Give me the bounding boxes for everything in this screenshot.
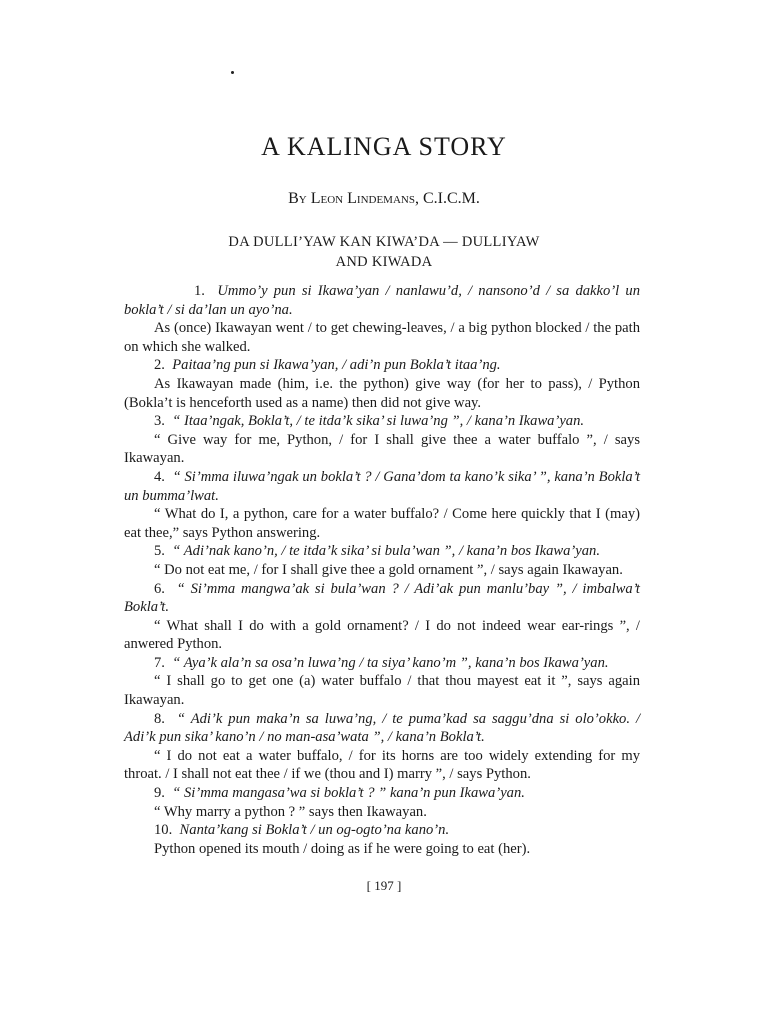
native-line — [124, 821, 640, 840]
subtitle-line-2: AND KIWADA — [335, 254, 433, 270]
story-body — [124, 282, 640, 858]
entry-number: 7. — [154, 654, 165, 671]
native-line — [124, 356, 640, 375]
native-text: “ Itaa’ngak, Bokla’t, / te itda’k sika’ si luwa’ng ”, / kana’n Ikawa’yan. — [172, 413, 585, 430]
native-line — [124, 468, 640, 505]
article-title: A KALINGA STORY — [261, 132, 507, 161]
native-line — [124, 412, 640, 431]
translation-line: “ Give way for me, Python, / for I shall give thee a water buffalo ”, / says Ikawayan. — [124, 431, 640, 467]
native-text: Ummo’y pun si Ikawa’yan / nanlawu’d, / nansono’d / sa dakko’l un bokla’t / si da’lan un ayo’na. — [124, 283, 641, 318]
translation-line: “ I do not eat a water buffalo, / for its horns are too widely extending for my throat. / I shall not eat thee / if we (thou and I) marry ”, / says Python. — [124, 747, 640, 783]
story-entry — [124, 580, 640, 654]
entry-number: 1. — [194, 283, 205, 299]
author-suffix: , C.I.C.M. — [414, 190, 480, 207]
native-line — [124, 282, 640, 319]
story-entry — [124, 356, 640, 412]
native-line — [124, 784, 640, 803]
page-number: [ 197 ] — [366, 878, 402, 893]
story-entry — [124, 542, 640, 579]
translation-line: “ What do I, a python, care for a water buffalo? / Come here quickly that I (may) eat thee,” says Python answering. — [124, 506, 640, 541]
entry-number: 4. — [154, 468, 165, 485]
story-entry — [124, 821, 640, 858]
story-entry — [124, 412, 640, 468]
translation-line: “ I shall go to get one (a) water buffalo / that thou mayest eat it ”, says again Ikawayan. — [124, 673, 640, 709]
entry-number: 10. — [154, 822, 173, 839]
story-entry — [124, 784, 640, 821]
story-entry — [124, 282, 640, 356]
translation-line: “ Why marry a python ? ” says then Ikawayan. — [154, 803, 427, 820]
native-text: “ Si’mma mangwa’ak si bula’wan ? / Adi’ak pun manlu’bay ”, / imbalwa’t Bokla’t. — [124, 580, 640, 616]
entry-number: 8. — [154, 710, 165, 727]
native-text: “ Aya’k ala’n sa osa’n luwa’ng / ta siya’ kano’m ”, kana’n bos Ikawa’yan. — [172, 654, 609, 671]
entry-number: 3. — [154, 413, 165, 430]
author-name: Leon Lindemans — [310, 190, 415, 207]
native-text: Paitaa’ng pun si Ikawa’yan, / adi’n pun Bokla’t itaa’ng. — [172, 357, 501, 374]
native-text: “ Si’mma mangasa’wa si bokla’t ? ” kana’n pun Ikawa’yan. — [172, 785, 525, 802]
native-line — [124, 654, 640, 673]
translation-line: “ Do not eat me, / for I shall give thee a gold ornament ”, / says again Ikawayan. — [154, 561, 623, 578]
translation-line: “ What shall I do with a gold ornament? / I do not indeed wear ear-rings ”, / anwered Python. — [124, 617, 640, 653]
story-subtitle — [0, 232, 768, 272]
native-text: Nanta’kang si Bokla’t / un og-ogto’na kano’n. — [179, 822, 450, 839]
native-line — [124, 710, 640, 747]
entry-number: 2. — [154, 357, 165, 374]
native-line — [124, 542, 640, 561]
native-text: “ Adi’k pun maka’n sa luwa’ng, / te puma’kad sa saggu’dna si olo’okko. / Adi’k pun sika’ kano’n / no man-asa’wata ”, / kana’n Bokla’t. — [124, 710, 641, 746]
native-text: “ Adi’nak kano’n, / te itda’k sika’ si bula’wan ”, / kana’n bos Ikawa’yan. — [172, 543, 601, 560]
native-text: “ Si’mma iluwa’ngak un bokla’t ? / Gana’dom ta kano’k sika’ ”, kana’n Bokla’t un bumma’lwat. — [124, 468, 640, 504]
translation-line: Python opened its mouth / doing as if he were going to eat (her). — [154, 840, 531, 857]
story-entry — [124, 710, 640, 784]
translation-line: As Ikawayan made (him, i.e. the python) give way (for her to pass), / Python (Bokla’t is henceforth used as a name) then did not give way. — [124, 375, 640, 411]
story-entry — [124, 654, 640, 710]
entry-number: 9. — [154, 785, 165, 802]
byline — [0, 190, 768, 208]
subtitle-line-1: DA DULLI’YAW KAN KIWA’DA — DULLIYAW — [228, 234, 540, 250]
story-entry — [124, 468, 640, 542]
entry-number: 6. — [154, 580, 165, 597]
translation-line: As (once) Ikawayan went / to get chewing-leaves, / a big python blocked / the path on which she walked. — [124, 320, 640, 355]
byline-prefix: By — [288, 190, 307, 207]
entry-number: 5. — [154, 543, 165, 560]
ink-speck — [231, 71, 234, 74]
native-line — [124, 580, 640, 617]
